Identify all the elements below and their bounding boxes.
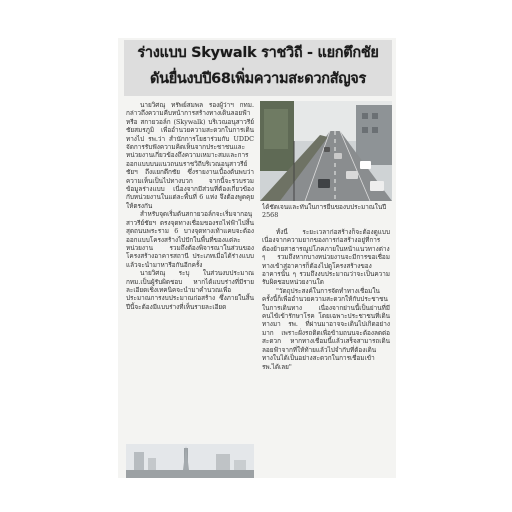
road-traffic-photo — [260, 101, 392, 201]
article-right-caption — [262, 203, 390, 225]
article-paragraph: นายวิศณุ ทรัพย์สมพล รองผู้ว่าฯ กทม. กล่าวถึงความคืบหน้าการสร้างทางเดินลอยฟ้า หรือ สกายวอล์ก (Skywalk) บริเวณอนุสาวรีย์ชัยสมรภูมิ เพื่ออำนวยความสะดวกในการเดินทางไป รพ.ว่า สำนักการโยธาร่วมกับ UDDC จัดการรับฟังความคิดเห็นจากประชาชนและหน่วยงานเกี่ยวข้องถึงความเหมาะสมและการออกแบบบนแนวถนนราชวิถีบริเวณอนุสาวรีย์ชัยฯ ถึงแยกตึกชัย ซึ่งรายงานเบื้องต้นพบว่าความเห็นเป็นไปทางบวก จากนี้จะรวบรวมข้อมูลร่างแบบ เนื่องจากมีส่วนที่ต้องเกี่ยวข้องกับหน่วยงานในแต่ละพื้นที่ 6 แห่ง จึงต้องพูดคุยให้ตรงกัน — [126, 101, 254, 210]
article-paragraph: ได้ชัดเจนและทันในการยื่นของบประมาณในปี 2568 — [262, 203, 387, 220]
article-paragraph: "วัตถุประสงค์ในการจัดทำทางเชื่อมในครั้งนี้ก็เพื่ออำนวยความสะดวกให้กับประชาชนในการเดินทาง เนื่องจากย่านนี้เป็นย่านที่มีคนไข้เข้ารักษาโรค โดยเฉพาะประชาชนที่เดินทางมา รพ. ที่ผ่านมาอาจจะเดินไปเกิดอย่างมาก เพราะฝั่งรถติดเพื่อข้ามถนนจะต้องลดต่อสะดวก หากทางเชื่อมนี้แล้วเสร็จสามารถเดินลอยฟ้าจากที่ให้ท้ายแล้วไปจำกับที่ต้องเดินทางในได้เป็นอย่างสะดวกในการเชื่อมเข้า รพ.ได้เลย" — [262, 286, 390, 371]
city-skyline-photo — [126, 444, 254, 478]
article-paragraph: ทั้งนี้ ระยะเวลาก่อสร้างก็จะต้องดูแบบ เนื่องจากความยากของการก่อสร้างอยู่ที่การต้องย้ายสาธารณูปโภคภายในหน้าแนวทางต่าง ๆ รวมถึงหากบางหน่วยงานจะมีการขอเชื่อมทางเข้าสู่อาคารก็ต้องไปดูโครงสร้างของอาคารนั้น ๆ รวมถึงงบประมาณว่าจะเป็นความรับผิดชอบหน่วยงานใด — [262, 228, 390, 287]
headline-banner — [124, 40, 392, 96]
headline-line-2: ดันยื่นงบปี68เพิ่มความสะดวกสัญจร — [150, 71, 366, 87]
article-left-column — [126, 101, 254, 441]
newspaper-clipping — [118, 38, 396, 478]
headline-line-1: ร่างแบบ Skywalk ราชวิถี - แยกตึกชัย — [137, 45, 379, 61]
article-paragraph: นายวิศณุ ระบุ ในส่วนงบประมาณ กทม.เป็นผู้รับผิดชอบ หากได้แบบร่างที่มีรายละเอียดเชิงเทคนิคจะนำมาคำนวณเพื่อประมาณการงบประมาณก่อสร้าง ซึ่งภายในสิ้นปีนี้จะต้องมีแบบร่างที่เห็นรายละเอียด — [126, 269, 254, 311]
article-right-column — [262, 228, 390, 466]
article-paragraph: สำหรับจุดเริ่มต้นสกายวอล์กจะเริ่มจากอนุสาวรีย์ชัยฯ ตรงจุดทางเชื่อมของรถไฟฟ้าไปสิ้นสุดถนนพระราม 6 บางจุดทางเท้าแคบจะต้องออกแบบโครงสร้างไปปักในพื้นที่ของแต่ละหน่วยงาน รวมถึงต้องพิจารณาในส่วนของโครงสร้างอาคารสถานี ประเภทเมื่อได้ร่างแบบแล้วจะนำมาหารือกันอีกครั้ง — [126, 210, 254, 269]
